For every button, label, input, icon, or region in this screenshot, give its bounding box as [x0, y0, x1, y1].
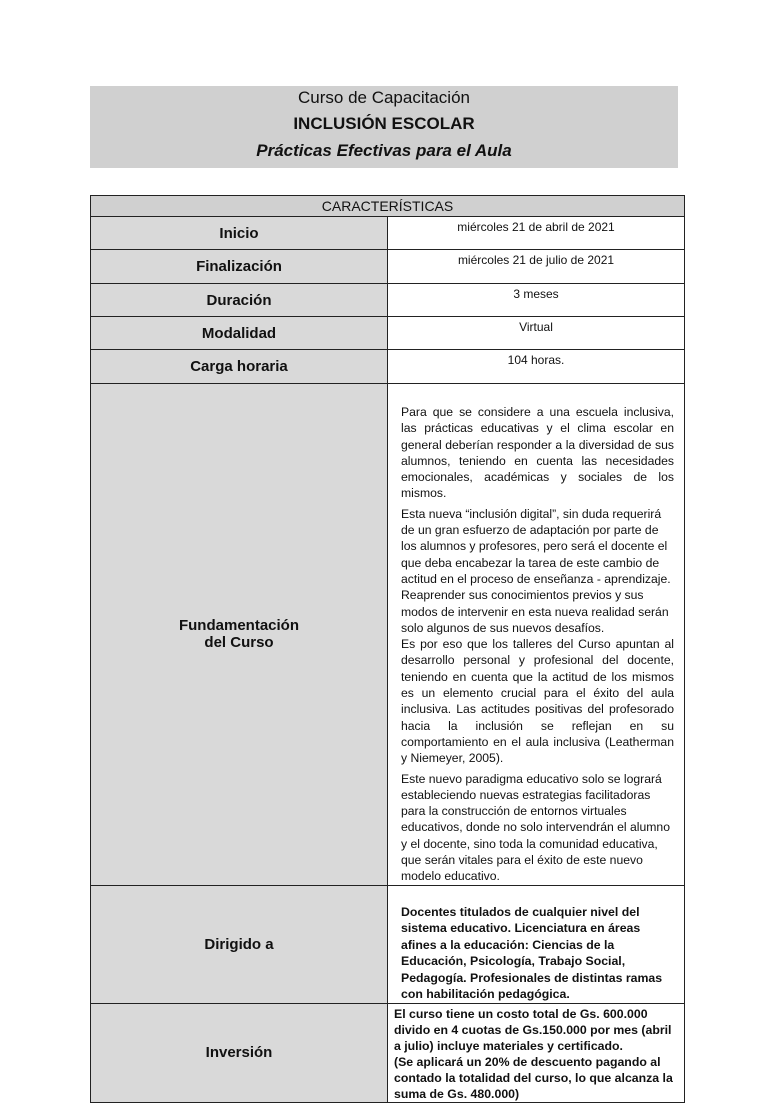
fundamentacion-paragraph: Es por eso que los talleres del Curso apuntan al desarrollo personal y profesional del docente, teniendo en cuenta que la actitud de los mismos es un elemento crucial para el éxito del aula inclusiva. Las actitudes positivas del profesorado hacia la inclusión se reflejan en su comportamiento en el aula inclusiva (Leatherman y Niemeyer, 2005).	[401, 637, 674, 766]
table-row	[91, 350, 685, 384]
fundamentacion-paragraph: Para que se considere a una escuela inclusiva, las prácticas educativas y el clima escolar en general deberían responder a la diversidad de sus alumnos, teniendo en cuenta las necesidades emocionales, académicas y sociales de los mismos.	[401, 405, 674, 501]
row-value-fundamentacion	[388, 384, 685, 886]
characteristics-table	[90, 195, 685, 1103]
row-label-inversion: Inversión	[91, 1003, 388, 1102]
inversion-discount: (Se aplicará un 20% de descuento pagando al contado la totalidad del curso, lo que alcanza la suma de Gs. 480.000)	[394, 1054, 673, 1101]
table-row	[91, 1003, 685, 1102]
table-row	[91, 217, 685, 250]
fundamentacion-paragraph: Esta nueva “inclusión digital”, sin duda requerirá de un gran esfuerzo de adaptación por parte de los alumnos y profesores, pero será el docente el que deba encabezar la tarea de este cambio de actitud en el proceso de enseñanza - aprendizaje. Reaprender sus conocimientos previos y sus modos de intervenir en esta nueva realidad serán solo algunos de sus nuevos desafíos.	[401, 506, 671, 635]
course-title: INCLUSIÓN ESCOLAR	[293, 114, 475, 133]
row-value-duracion: 3 meses	[388, 284, 685, 317]
row-label-finalizacion: Finalización	[91, 250, 388, 284]
course-type: Curso de Capacitación	[298, 88, 470, 107]
row-value-finalizacion: miércoles 21 de julio de 2021	[388, 250, 685, 284]
row-label-carga-horaria: Carga horaria	[91, 350, 388, 384]
row-label-fundamentacion	[91, 384, 388, 886]
fundamentacion-label-line2: del Curso	[204, 634, 274, 652]
table-caption: CARACTERÍSTICAS	[91, 196, 685, 217]
row-value-dirigido	[388, 885, 685, 1003]
table-row	[91, 384, 685, 886]
row-label-dirigido: Dirigido a	[91, 885, 388, 1003]
row-value-inicio: miércoles 21 de abril de 2021	[388, 217, 685, 250]
dirigido-text: Docentes titulados de cualquier nivel del sistema educativo. Licenciatura en áreas afines a la educación: Ciencias de la Educación, Psicología, Trabajo Social, Pedagogía. Profesionales de distintas ramas con habilitación pedagógica.	[401, 904, 663, 1002]
course-header	[90, 86, 678, 168]
row-value-carga-horaria: 104 horas.	[388, 350, 685, 384]
table-row	[91, 284, 685, 317]
row-label-modalidad: Modalidad	[91, 317, 388, 350]
course-subtitle: Prácticas Efectivas para el Aula	[256, 141, 512, 160]
row-value-modalidad: Virtual	[388, 317, 685, 350]
fundamentacion-paragraph: Este nuevo paradigma educativo solo se logrará estableciendo nuevas estrategias facilitadoras para la construcción de entornos virtuales educativos, donde no solo intervendrán el alumno y el docente, sino toda la comunidad educativa, que serán vitales para el éxito de este nuevo modelo educativo.	[401, 771, 670, 884]
table-row	[91, 317, 685, 350]
row-label-duracion: Duración	[91, 284, 388, 317]
row-value-inversion	[388, 1003, 685, 1102]
table-row	[91, 250, 685, 284]
row-label-inicio: Inicio	[91, 217, 388, 250]
table-row	[91, 885, 685, 1003]
fundamentacion-label-line1: Fundamentación	[178, 617, 299, 635]
inversion-text: El curso tiene un costo total de Gs. 600.000 divido en 4 cuotas de Gs.150.000 por mes (abril a julio) incluye materiales y certificado.	[394, 1006, 672, 1053]
